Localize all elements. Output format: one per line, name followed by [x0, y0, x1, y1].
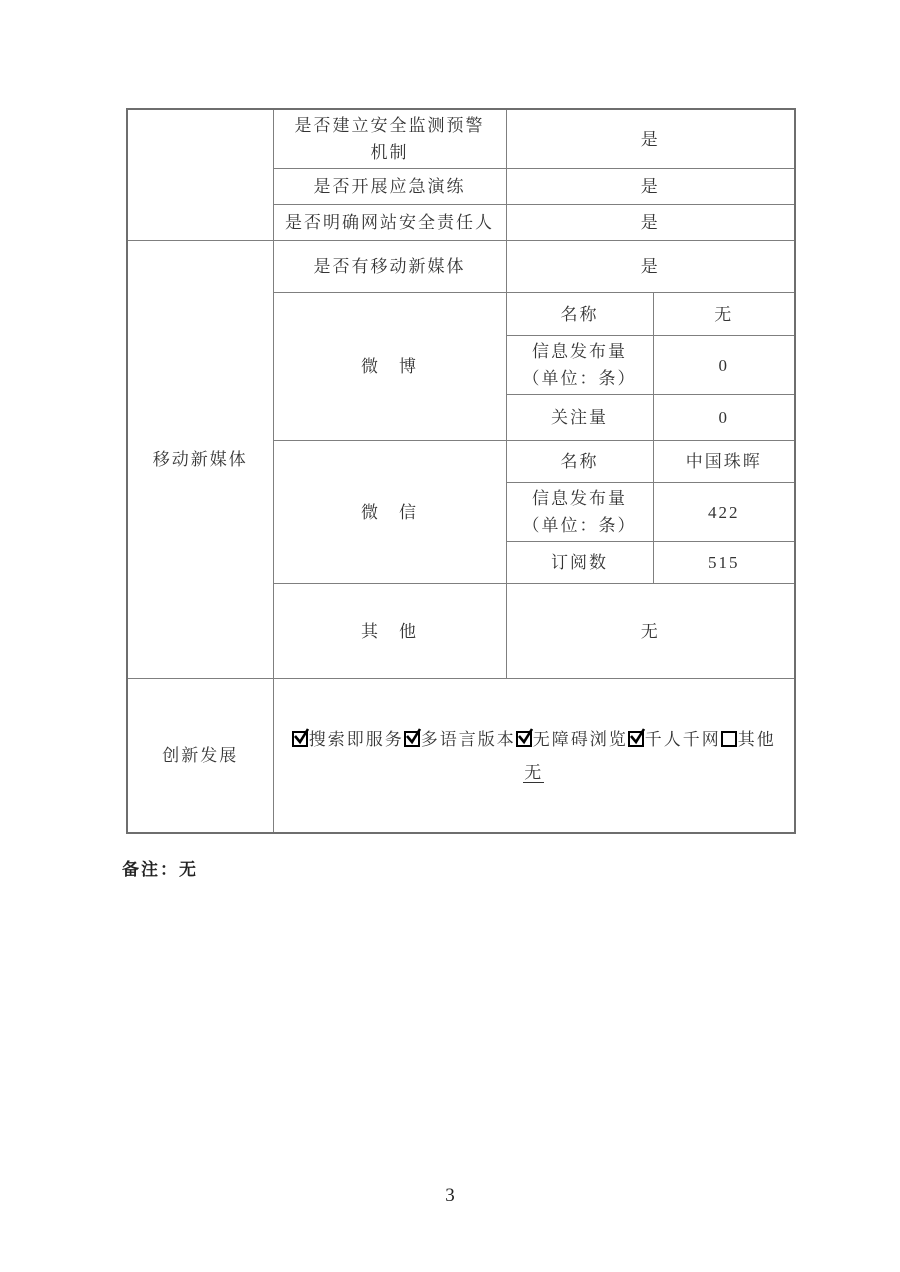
row-value: 422 — [653, 483, 795, 542]
subcategory-weibo: 微 博 — [273, 293, 506, 441]
checkbox-checked-icon — [292, 731, 308, 747]
option-multilingual — [404, 730, 516, 749]
checkbox-checked-icon — [628, 731, 644, 747]
option-label: 多语言版本 — [420, 729, 516, 749]
row-value: 0 — [653, 336, 795, 395]
option-other — [721, 730, 776, 749]
category-cell-mobile-media: 移动新媒体 — [127, 241, 273, 679]
label-line1: 信息发布量 — [532, 342, 627, 361]
checkbox-checked-icon — [516, 731, 532, 747]
remark-value: 无 — [179, 860, 198, 879]
row-value: 是 — [506, 241, 795, 293]
option-search-service — [292, 730, 404, 749]
row-value: 无 — [506, 584, 795, 679]
option-label: 千人千网 — [644, 729, 721, 749]
row-label-weibo-followers: 关注量 — [506, 395, 653, 441]
category-cell-innovation: 创新发展 — [127, 679, 273, 833]
subcategory-wechat: 微 信 — [273, 441, 506, 584]
remark-label: 备注： — [122, 860, 179, 879]
row-label-wechat-posts — [506, 483, 653, 542]
row-value: 是 — [506, 109, 795, 169]
row-value: 是 — [506, 169, 795, 205]
category-cell-empty — [127, 109, 273, 241]
innovation-other-line — [276, 759, 793, 786]
subcategory-other: 其 他 — [273, 584, 506, 679]
innovation-other-value: 无 — [524, 762, 544, 782]
page-number: 3 — [445, 1185, 455, 1206]
report-table — [126, 108, 796, 834]
option-label: 无障碍浏览 — [532, 729, 628, 749]
row-label-wechat-name: 名称 — [506, 441, 653, 483]
label-line2: （单位：条） — [522, 369, 637, 388]
remark-line — [122, 855, 198, 880]
label-line2: （单位：条） — [522, 516, 637, 535]
row-value: 中国珠晖 — [653, 441, 795, 483]
row-label-text: 是否建立安全监测预警机制 — [294, 116, 485, 162]
checkbox-unchecked-icon — [721, 731, 737, 747]
option-label: 其他 — [737, 729, 776, 749]
row-label-weibo-posts — [506, 336, 653, 395]
row-value: 是 — [506, 205, 795, 241]
label-line1: 信息发布量 — [532, 489, 627, 508]
row-label-wechat-subscribers: 订阅数 — [506, 542, 653, 584]
row-label-security-responsible: 是否明确网站安全责任人 — [273, 205, 506, 241]
row-label-security-monitoring — [273, 109, 506, 169]
innovation-options-line — [276, 725, 793, 755]
checkbox-checked-icon — [404, 731, 420, 747]
option-accessibility — [516, 730, 628, 749]
row-label-emergency-drill: 是否开展应急演练 — [273, 169, 506, 205]
row-value: 0 — [653, 395, 795, 441]
option-label: 搜索即服务 — [308, 729, 404, 749]
row-label-has-mobile-media: 是否有移动新媒体 — [273, 241, 506, 293]
innovation-cell — [273, 679, 795, 833]
row-value: 515 — [653, 542, 795, 584]
row-value: 无 — [653, 293, 795, 336]
row-label-weibo-name: 名称 — [506, 293, 653, 336]
option-thousand-sites — [628, 730, 721, 749]
